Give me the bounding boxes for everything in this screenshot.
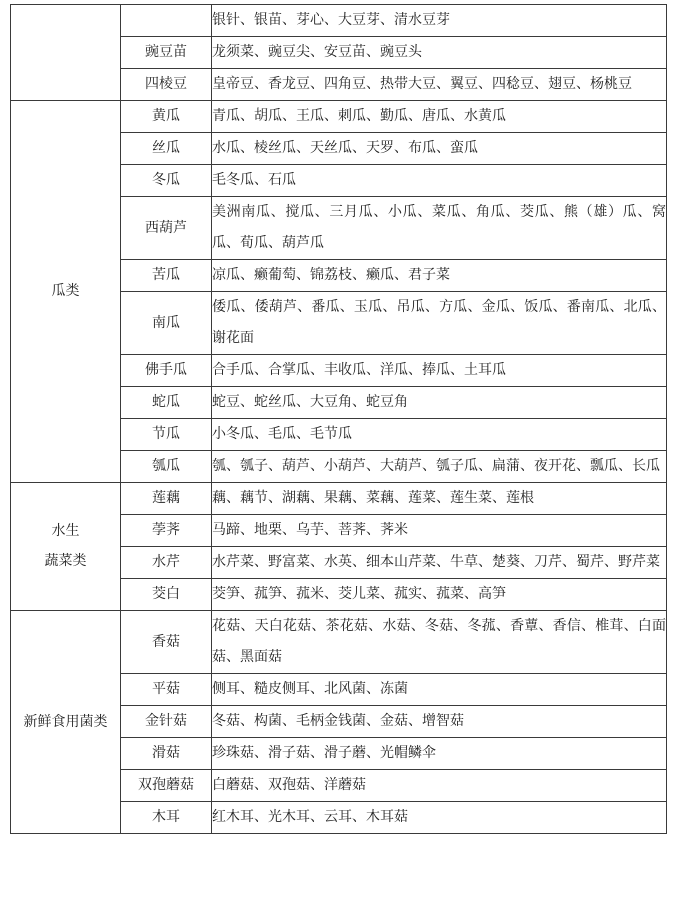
alias-cell: 小冬瓜、毛瓜、毛节瓜 bbox=[212, 419, 667, 451]
table-row bbox=[11, 5, 667, 37]
alias-cell: 倭瓜、倭葫芦、番瓜、玉瓜、吊瓜、方瓜、金瓜、饭瓜、番南瓜、北瓜、谢花面 bbox=[212, 292, 667, 355]
alias-cell: 白蘑菇、双孢菇、洋蘑菇 bbox=[212, 770, 667, 802]
vegetable-name-cell: 佛手瓜 bbox=[121, 355, 212, 387]
table-row bbox=[11, 483, 667, 515]
category-cell bbox=[11, 5, 121, 101]
vegetable-name-cell: 香菇 bbox=[121, 611, 212, 674]
vegetable-name-cell: 四棱豆 bbox=[121, 69, 212, 101]
vegetable-alias-table bbox=[10, 4, 667, 834]
vegetable-name-cell: 荸荠 bbox=[121, 515, 212, 547]
vegetable-name-cell: 苦瓜 bbox=[121, 260, 212, 292]
alias-cell: 水芹菜、野富菜、水英、细本山芹菜、牛草、楚葵、刀芹、蜀芹、野芹菜 bbox=[212, 547, 667, 579]
category-cell bbox=[11, 611, 121, 834]
vegetable-name-cell: 滑菇 bbox=[121, 738, 212, 770]
vegetable-name-cell: 黄瓜 bbox=[121, 101, 212, 133]
vegetable-name-cell: 冬瓜 bbox=[121, 165, 212, 197]
vegetable-name-cell: 平菇 bbox=[121, 674, 212, 706]
alias-cell: 花菇、天白花菇、茶花菇、水菇、冬菇、冬菰、香蕈、香信、椎茸、白面菇、黑面菇 bbox=[212, 611, 667, 674]
alias-cell: 茭笋、菰笋、菰米、茭儿菜、菰实、菰菜、高笋 bbox=[212, 579, 667, 611]
vegetable-name-cell: 节瓜 bbox=[121, 419, 212, 451]
table-row bbox=[11, 101, 667, 133]
vegetable-name-cell: 丝瓜 bbox=[121, 133, 212, 165]
alias-cell: 藕、藕节、湖藕、果藕、菜藕、莲菜、莲生菜、莲根 bbox=[212, 483, 667, 515]
category-label: 瓜类 bbox=[51, 283, 80, 299]
alias-cell: 美洲南瓜、搅瓜、三月瓜、小瓜、菜瓜、角瓜、茭瓜、熊（雄）瓜、窝瓜、荀瓜、葫芦瓜 bbox=[212, 197, 667, 260]
vegetable-name-cell: 双孢蘑菇 bbox=[121, 770, 212, 802]
category-cell bbox=[11, 483, 121, 611]
alias-cell: 瓠、瓠子、葫芦、小葫芦、大葫芦、瓠子瓜、扁蒲、夜开花、瓢瓜、长瓜 bbox=[212, 451, 667, 483]
table-body bbox=[11, 5, 667, 834]
vegetable-name-cell: 水芹 bbox=[121, 547, 212, 579]
vegetable-name-cell: 蛇瓜 bbox=[121, 387, 212, 419]
vegetable-name-cell: 南瓜 bbox=[121, 292, 212, 355]
vegetable-name-cell: 豌豆苗 bbox=[121, 37, 212, 69]
vegetable-name-cell bbox=[121, 5, 212, 37]
alias-cell: 毛冬瓜、石瓜 bbox=[212, 165, 667, 197]
table-row bbox=[11, 611, 667, 674]
alias-cell: 水瓜、棱丝瓜、天丝瓜、天罗、布瓜、蛮瓜 bbox=[212, 133, 667, 165]
vegetable-name-cell: 西葫芦 bbox=[121, 197, 212, 260]
vegetable-name-cell: 茭白 bbox=[121, 579, 212, 611]
category-label: 新鲜食用菌类 bbox=[23, 713, 108, 730]
alias-cell: 冬菇、构菌、毛柄金钱菌、金菇、增智菇 bbox=[212, 706, 667, 738]
alias-cell: 凉瓜、癞葡萄、锦荔枝、癞瓜、君子菜 bbox=[212, 260, 667, 292]
alias-cell: 侧耳、糙皮侧耳、北风菌、冻菌 bbox=[212, 674, 667, 706]
category-label: 水生 蔬菜类 bbox=[44, 523, 87, 569]
alias-cell: 龙须菜、豌豆尖、安豆苗、豌豆头 bbox=[212, 37, 667, 69]
alias-cell: 马蹄、地栗、乌芋、菩荠、荠米 bbox=[212, 515, 667, 547]
vegetable-name-cell: 金针菇 bbox=[121, 706, 212, 738]
vegetable-name-cell: 木耳 bbox=[121, 802, 212, 834]
vegetable-name-cell: 莲藕 bbox=[121, 483, 212, 515]
alias-cell: 红木耳、光木耳、云耳、木耳菇 bbox=[212, 802, 667, 834]
category-cell bbox=[11, 101, 121, 483]
alias-cell: 珍珠菇、滑子菇、滑子蘑、光帽鳞伞 bbox=[212, 738, 667, 770]
alias-cell: 蛇豆、蛇丝瓜、大豆角、蛇豆角 bbox=[212, 387, 667, 419]
vegetable-name-cell: 瓠瓜 bbox=[121, 451, 212, 483]
alias-cell: 皇帝豆、香龙豆、四角豆、热带大豆、翼豆、四稔豆、翅豆、杨桃豆 bbox=[212, 69, 667, 101]
alias-cell: 银针、银苗、芽心、大豆芽、清水豆芽 bbox=[212, 5, 667, 37]
alias-cell: 青瓜、胡瓜、王瓜、刺瓜、勤瓜、唐瓜、水黄瓜 bbox=[212, 101, 667, 133]
alias-cell: 合手瓜、合掌瓜、丰收瓜、洋瓜、捧瓜、土耳瓜 bbox=[212, 355, 667, 387]
